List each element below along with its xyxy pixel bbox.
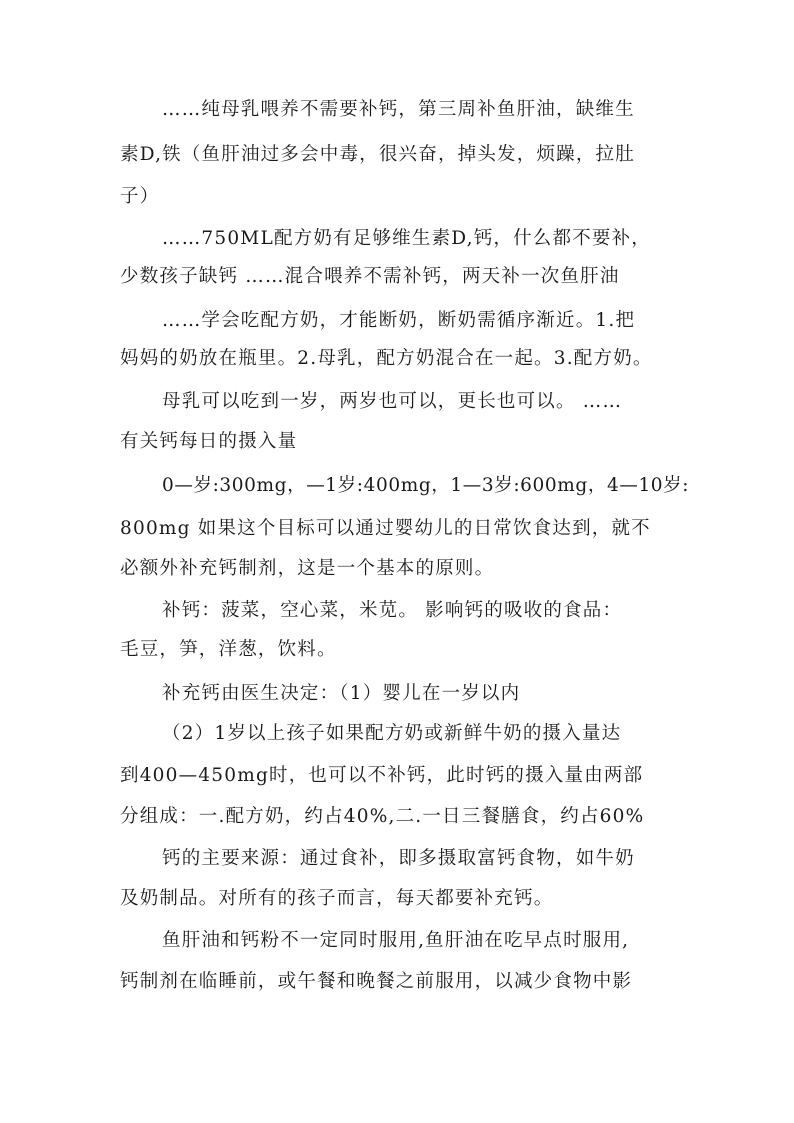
text-line: 补钙：菠菜，空心菜，米苋。 影响钙的吸收的食品： xyxy=(162,600,623,621)
text-line: 毛豆，笋，洋葱，饮料。 xyxy=(120,639,337,660)
text-line: 有关钙每日的摄入量 xyxy=(120,431,298,452)
text-line: 800mg 如果这个目标可以通过婴幼儿的日常饮食达到，就不 xyxy=(120,518,651,539)
text-line: 及奶制品。对所有的孩子而言，每天都要补充钙。 xyxy=(120,888,554,909)
text-line: 钙制剂在临睡前，或午餐和晚餐之前服用，以减少食物中影 xyxy=(120,971,633,992)
text-line: 素D,铁（鱼肝油过多会中毒，很兴奋，掉头发，烦躁，拉肚 xyxy=(120,144,635,165)
text-line: 少数孩子缺钙 ……混合喂养不需补钙，两天补一次鱼肝油 xyxy=(120,266,620,287)
text-line: 必额外补充钙制剂，这是一个基本的原则。 xyxy=(120,558,495,579)
text-line: 钙的主要来源：通过食补，即多摄取富钙食物，如牛奶 xyxy=(162,848,635,869)
text-line: 分组成：一.配方奶，约占40%,二.一日三餐膳食，约占60% xyxy=(120,806,645,827)
text-line: 0—岁:300mg，—1岁:400mg，1—3岁:600mg，4—10岁: xyxy=(162,475,690,496)
text-line: ……纯母乳喂养不需要补钙，第三周补鱼肝油，缺维生 xyxy=(162,99,635,120)
text-line: 妈妈的奶放在瓶里。2.母乳，配方奶混合在一起。3.配方奶。 xyxy=(120,348,653,369)
text-line: 补充钙由医生决定：（1）婴儿在一岁以内 xyxy=(162,683,521,704)
text-line: ……750ML配方奶有足够维生素D,钙，什么都不要补， xyxy=(162,228,651,249)
text-line: 鱼肝油和钙粉不一定同时服用,鱼肝油在吃早点时服用, xyxy=(162,930,630,951)
text-line: 到400—450mg时，也可以不补钙，此时钙的摄入量由两部 xyxy=(120,765,644,786)
text-line: ……学会吃配方奶，才能断奶，断奶需循序渐近。1.把 xyxy=(162,310,636,331)
text-line: （2）1岁以上孩子如果配方奶或新鲜牛奶的摄入量达 xyxy=(162,723,622,744)
text-line: 子） xyxy=(120,186,160,207)
text-line: 母乳可以吃到一岁，两岁也可以，更长也可以。 …… xyxy=(162,391,623,412)
